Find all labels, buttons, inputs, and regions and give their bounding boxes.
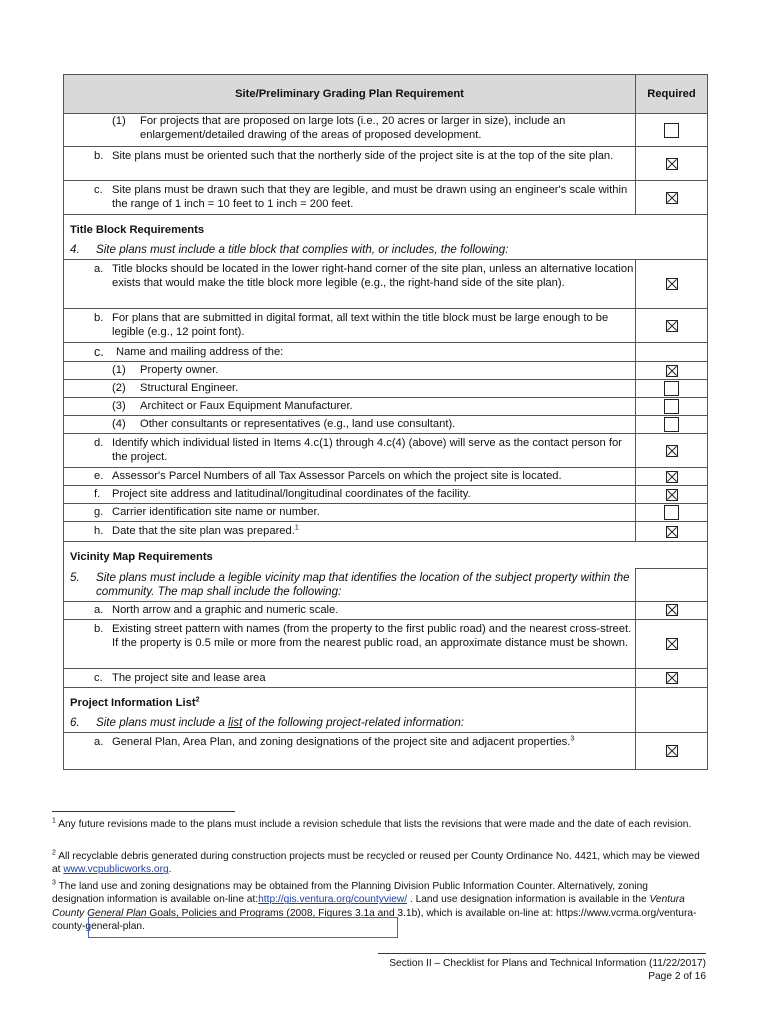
- required-checkbox[interactable]: [666, 489, 678, 501]
- item-label: (1): [112, 364, 126, 376]
- section-intro-row: [64, 569, 708, 602]
- section-heading-row: [64, 542, 708, 569]
- table-row: [64, 468, 708, 486]
- footnote-text-end: .: [168, 864, 172, 876]
- item-text: Site plans must be drawn such that they are legible, and must be drawn using an engineer's scale within the range of 1 inch = 10 feet to 1 inch = 200 feet.: [112, 184, 628, 210]
- footnote-text: Any future revisions made to the plans must include a revision schedule that lists the revisions that were made and the date of each revision.: [58, 819, 692, 830]
- table-row: [64, 260, 708, 309]
- item-text: Existing street pattern with names (from the property to the first public road) and the nearest cross-street. If the property is 0.5 mile or more from the nearest public road, an approximate distance must be shown.: [112, 622, 632, 649]
- footnote-ref: 2: [195, 695, 200, 703]
- countyview-link[interactable]: http://gis.ventura.org/countyview/: [258, 894, 408, 906]
- section-heading-row: [64, 687, 708, 714]
- url-highlight-box: [88, 917, 398, 938]
- intro-text-end: of the following project-related information:: [242, 715, 464, 729]
- required-checkbox[interactable]: [666, 471, 678, 483]
- table-row: [64, 504, 708, 522]
- item-text: North arrow and a graphic and numeric scale.: [112, 603, 339, 616]
- table-row: [64, 362, 708, 380]
- item-text: Assessor's Parcel Numbers of all Tax Assessor Parcels on which the project site is located.: [112, 470, 562, 482]
- required-checkbox[interactable]: [664, 381, 679, 396]
- requirements-table: [63, 74, 708, 770]
- item-text: [112, 735, 635, 749]
- item-label: b.: [94, 622, 104, 635]
- required-checkbox[interactable]: [666, 672, 678, 684]
- item-label: c.: [94, 345, 104, 359]
- item-label: g.: [94, 506, 104, 518]
- item-label: a.: [94, 603, 104, 616]
- table-row: [64, 486, 708, 504]
- required-checkbox[interactable]: [666, 638, 678, 650]
- item-text-main: Date that the site plan was prepared.: [112, 525, 295, 537]
- item-text: [112, 524, 635, 538]
- footnote-number: 2: [52, 849, 56, 857]
- item-text: Carrier identification site name or number.: [112, 506, 320, 518]
- footnote-2: [52, 850, 700, 877]
- footnote-italic: Ventura County General Plan: [52, 894, 685, 919]
- section-vicinity-heading: Vicinity Map Requirements: [64, 542, 708, 569]
- item-label: f.: [94, 488, 101, 500]
- intro-underlined: list: [228, 715, 243, 729]
- heading-text: Project Information List: [70, 696, 196, 709]
- item-text-main: General Plan, Area Plan, and zoning designations of the project site and adjacent properties.: [112, 735, 571, 748]
- item-text: Other consultants or representatives (e.g., land use consultant).: [140, 418, 456, 430]
- required-checkbox[interactable]: [664, 399, 679, 414]
- intro-number: 4.: [70, 243, 80, 256]
- table-row: [64, 380, 708, 398]
- table-row: [64, 416, 708, 434]
- header-required: Required: [636, 75, 708, 114]
- footnote-ref: 1: [294, 524, 299, 532]
- table-row: [64, 343, 708, 362]
- item-label: a.: [94, 735, 104, 748]
- item-label: d.: [94, 437, 104, 449]
- required-checkbox[interactable]: [666, 365, 678, 377]
- section-title-block-heading: Title Block Requirements: [64, 215, 708, 242]
- footnote-ref: 3: [570, 734, 575, 742]
- item-text: Project site address and latitudinal/longitudinal coordinates of the facility.: [112, 488, 471, 500]
- table-row: [64, 398, 708, 416]
- footnote-1: [52, 818, 700, 831]
- item-text: Identify which individual listed in Items 4.c(1) through 4.c(4) (above) will serve as the contact person for the project.: [112, 437, 622, 463]
- table-row: [64, 668, 708, 687]
- item-label: (1): [112, 115, 126, 127]
- item-label: c.: [94, 184, 103, 196]
- header-requirement: Site/Preliminary Grading Plan Requirement: [64, 75, 636, 114]
- footnote-text: The land use and zoning designations may be obtained from the Planning Division Public Information Counter. Alternatively, zoning designation information is available on-line at:: [52, 881, 648, 906]
- intro-number: 6.: [70, 715, 80, 729]
- table-row: [64, 147, 708, 181]
- item-label: c.: [94, 671, 103, 684]
- section-intro: Site plans must include a title block that complies with, or includes, the following:: [96, 243, 509, 256]
- section-heading-row: [64, 215, 708, 242]
- footer-section: Section II – Checklist for Plans and Technical Information (11/22/2017): [389, 958, 706, 969]
- page-footer: [378, 953, 706, 983]
- intro-text: Site plans must include a: [96, 715, 229, 729]
- footnote-number: 3: [52, 879, 56, 887]
- item-label: (2): [112, 382, 126, 394]
- required-checkbox[interactable]: [666, 158, 678, 170]
- footnote-text: All recyclable debris generated during construction projects must be recycled or reused per County Ordinance No. 4421, which may be viewed at: [52, 851, 700, 876]
- footnote-number: 1: [52, 817, 56, 825]
- required-checkbox[interactable]: [666, 604, 678, 616]
- item-text: For plans that are submitted in digital format, all text within the title block must be large enough to be legible (e.g., 12 point font).: [112, 312, 609, 338]
- item-label: (3): [112, 400, 126, 412]
- vcpublicworks-link[interactable]: www.vcpublicworks.org: [63, 864, 169, 876]
- required-checkbox[interactable]: [664, 505, 679, 520]
- required-checkbox[interactable]: [666, 526, 678, 538]
- table-row: [64, 619, 708, 668]
- section-intro-row: [64, 241, 708, 260]
- footnote-divider: [52, 811, 235, 812]
- table-row: [64, 309, 708, 343]
- item-text: The project site and lease area: [112, 671, 266, 684]
- item-label: a.: [94, 263, 104, 275]
- table-header-row: [64, 75, 708, 114]
- item-text: Property owner.: [140, 364, 219, 376]
- required-checkbox[interactable]: [666, 320, 678, 332]
- required-checkbox[interactable]: [666, 192, 678, 204]
- footer-page-number: Page 2 of 16: [648, 971, 706, 982]
- item-text: Architect or Faux Equipment Manufacturer.: [140, 400, 353, 412]
- item-label: h.: [94, 525, 104, 537]
- table-row: [64, 114, 708, 147]
- item-text: For projects that are proposed on large lots (i.e., 20 acres or larger in size), include an enlargement/detailed drawing of the areas of proposed development.: [140, 115, 566, 141]
- item-label: b.: [94, 150, 104, 162]
- section-project-info-heading: [64, 687, 636, 714]
- item-text: Site plans must be oriented such that the northerly side of the project site is at the top of the site plan.: [112, 150, 614, 162]
- section-intro: [96, 716, 635, 730]
- required-checkbox[interactable]: [664, 417, 679, 432]
- required-checkbox[interactable]: [666, 745, 678, 757]
- required-checkbox[interactable]: [666, 445, 678, 457]
- table-row: [64, 732, 708, 769]
- item-label: e.: [94, 470, 104, 482]
- item-text: Title blocks should be located in the lower right-hand corner of the site plan, unless an alternative location exists that would make the title block more legible (e.g., the right-hand side of the site plan).: [112, 263, 634, 289]
- section-intro-row: [64, 714, 708, 733]
- item-text: Structural Engineer.: [140, 382, 239, 394]
- item-label: (4): [112, 418, 126, 430]
- section-intro: Site plans must include a legible vicinity map that identifies the location of the subject property within the community. The map shall include the following:: [96, 570, 630, 598]
- table-row: [64, 522, 708, 542]
- table-row: [64, 181, 708, 215]
- table-row: [64, 434, 708, 468]
- item-label: b.: [94, 312, 104, 324]
- item-text: Name and mailing address of the:: [116, 346, 284, 358]
- required-checkbox[interactable]: [664, 123, 679, 138]
- footnote-text-mid: . Land use designation information is available in the: [407, 894, 650, 906]
- footnote-text-end: Goals, Policies and Programs (2008, Figures 3.1a and 3.1b), which is available on-line at: https://www.vcrma.org/ventura-county-general-plan.: [52, 907, 697, 933]
- required-checkbox[interactable]: [666, 278, 678, 290]
- intro-number: 5.: [70, 570, 80, 584]
- table-row: [64, 601, 708, 619]
